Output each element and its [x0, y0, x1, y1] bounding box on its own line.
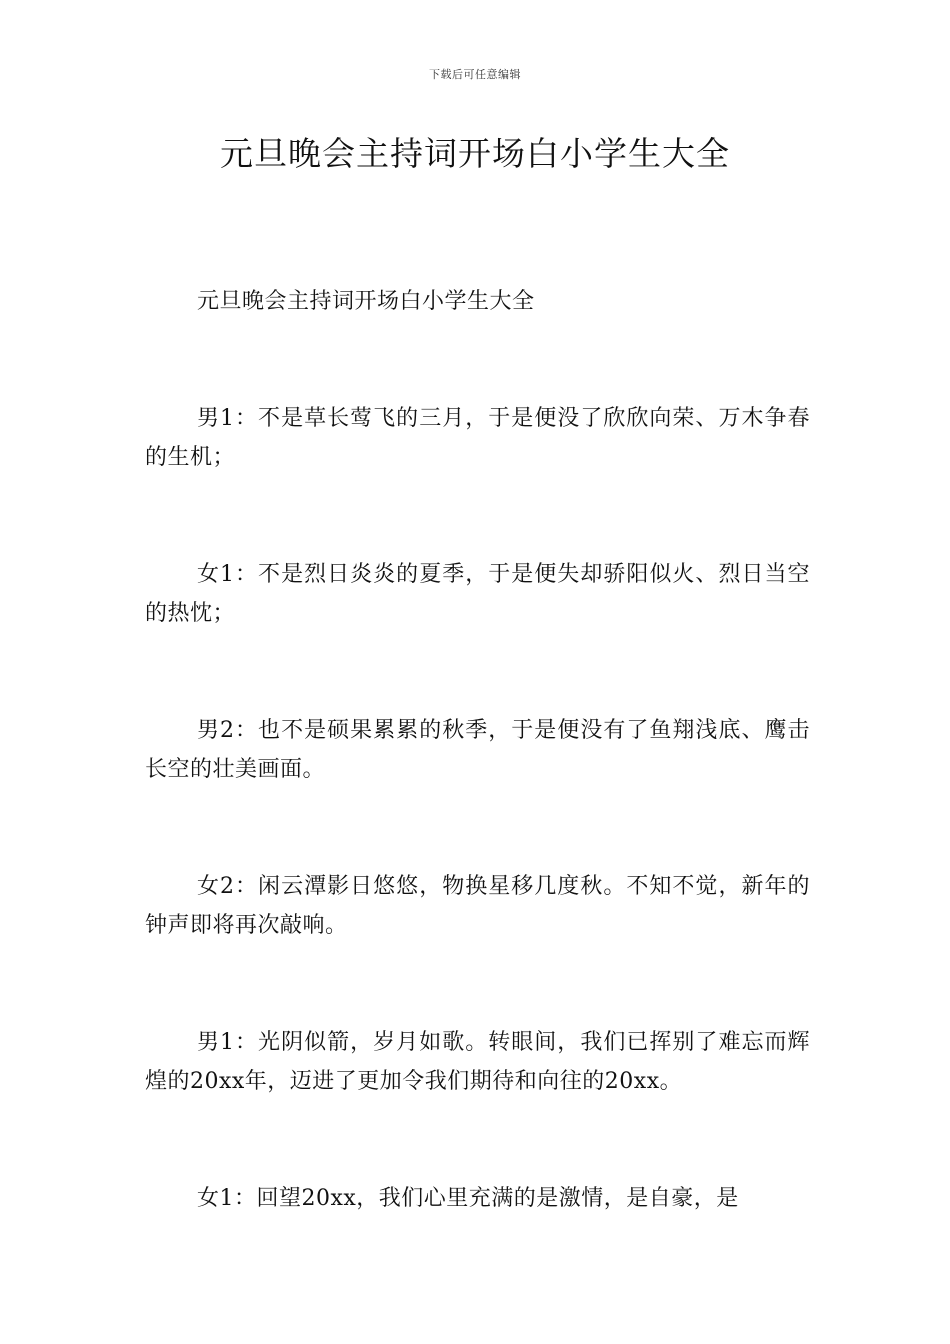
header-note: 下载后可任意编辑	[429, 68, 521, 81]
document-body	[145, 282, 810, 1296]
paragraph-subtitle: 元旦晚会主持词开场白小学生大全	[197, 289, 535, 314]
page-title: 元旦晚会主持词开场白小学生大全	[220, 134, 730, 173]
paragraph: 男1：不是草长莺飞的三月，于是便没了欣欣向荣、万木争春的生机；	[145, 406, 810, 470]
paragraph: 女1：不是烈日炎炎的夏季，于是便失却骄阳似火、烈日当空的热忱；	[145, 562, 810, 626]
paragraph: 男2：也不是硕果累累的秋季，于是便没有了鱼翔浅底、鹰击长空的壮美画面。	[145, 718, 810, 782]
paragraph: 女1：回望20xx，我们心里充满的是激情，是自豪，是	[197, 1186, 739, 1211]
paragraph: 男1：光阴似箭，岁月如歌。转眼间，我们已挥别了难忘而辉煌的20xx年，迈进了更加令我们期待和向往的20xx。	[145, 1030, 810, 1094]
paragraph: 女2：闲云潭影日悠悠，物换星移几度秋。不知不觉，新年的钟声即将再次敲响。	[145, 874, 810, 938]
